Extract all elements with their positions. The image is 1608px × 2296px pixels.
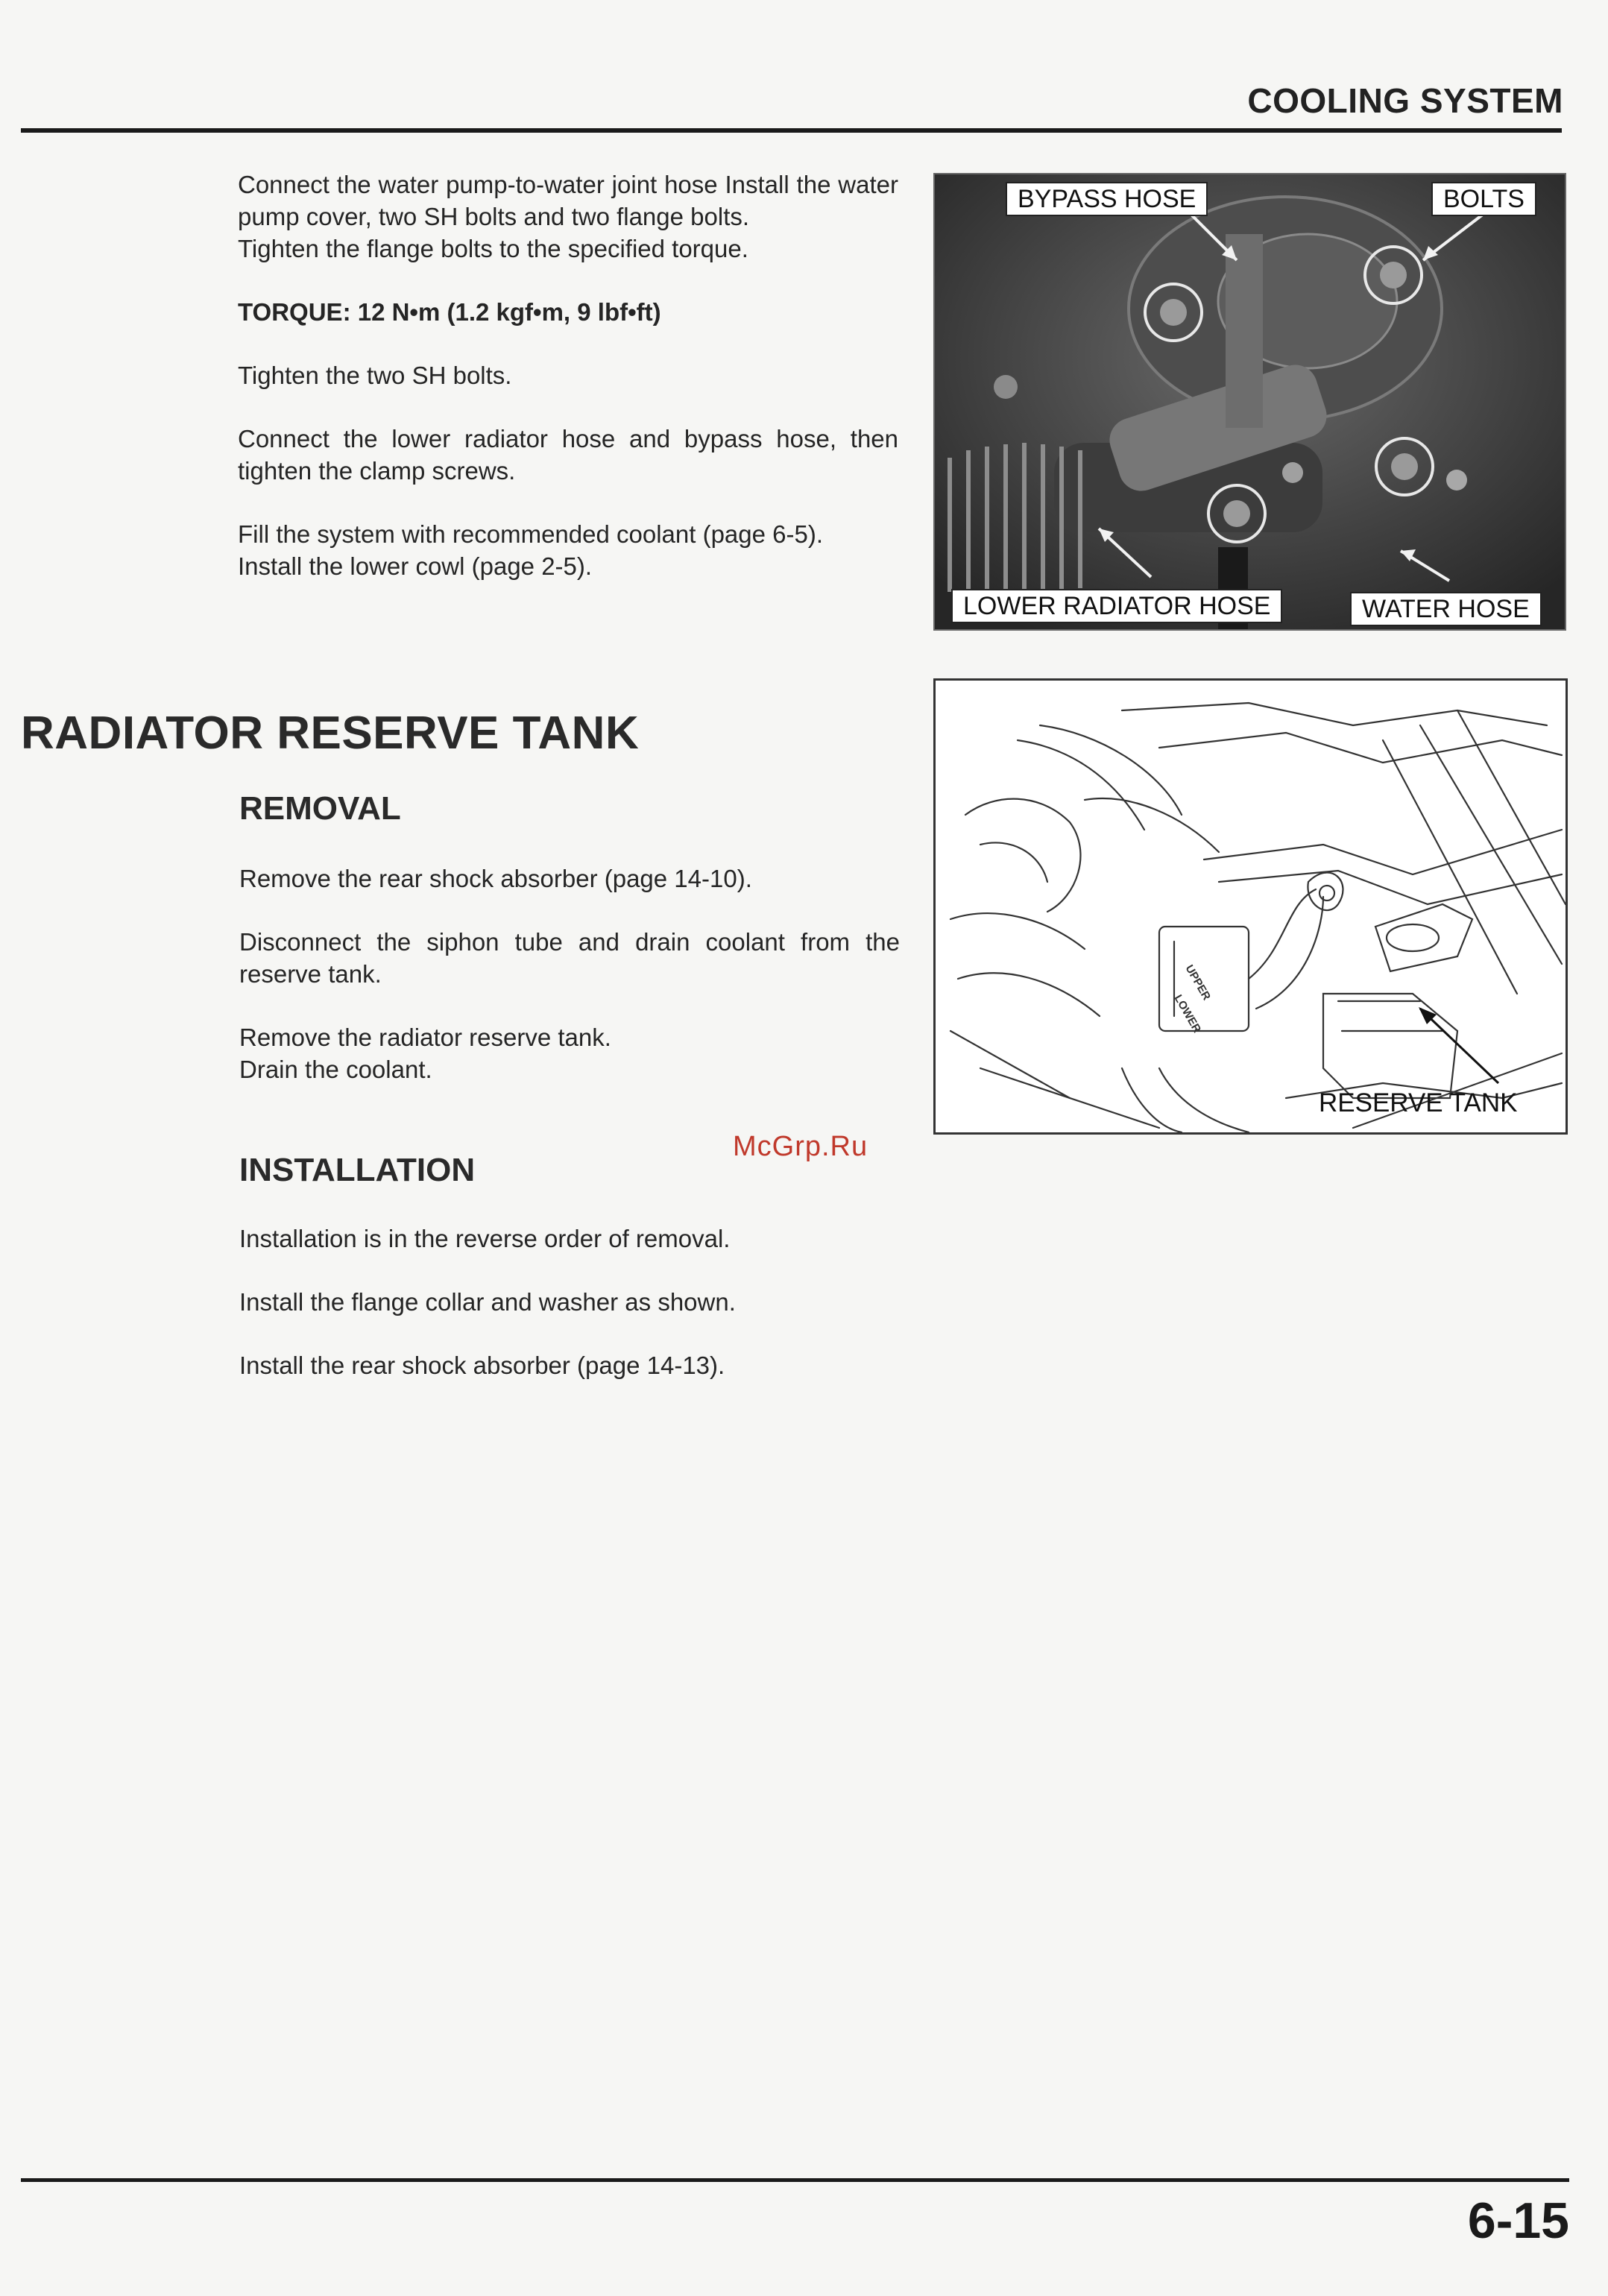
page-header-title: COOLING SYSTEM [1247, 81, 1563, 120]
installation-text-block [239, 1223, 900, 1381]
torque-spec: TORQUE: 12 N•m (1.2 kgf•m, 9 lbf•ft) [238, 298, 661, 326]
removal-step-3b: Drain the coolant. [239, 1056, 432, 1083]
water-pump-photo-illustration [935, 174, 1565, 629]
intro-paragraph-1b: Tighten the flange bolts to the specified torque. [238, 235, 748, 262]
callout-water-hose: WATER HOSE [1350, 592, 1542, 626]
removal-step-3a: Remove the radiator reserve tank. [239, 1024, 611, 1051]
installation-step-2: Install the flange collar and washer as shown. [239, 1288, 736, 1316]
removal-heading: REMOVAL [239, 790, 401, 827]
intro-paragraph-3: Connect the lower radiator hose and bypass hose, then tighten the clamp screws. [238, 425, 898, 485]
removal-step-2: Disconnect the siphon tube and drain coolant from the reserve tank. [239, 928, 900, 988]
water-pump-photo [933, 173, 1566, 631]
reserve-tank-drawing [933, 678, 1568, 1135]
intro-paragraph-4a: Fill the system with recommended coolant (page 6-5). [238, 520, 824, 548]
callout-bolts: BOLTS [1431, 182, 1536, 216]
callout-lower-radiator-hose: LOWER RADIATOR HOSE [951, 589, 1282, 623]
page-number: 6-15 [1467, 2192, 1569, 2249]
section-title: RADIATOR RESERVE TANK [21, 707, 640, 759]
installation-step-3: Install the rear shock absorber (page 14-13). [239, 1352, 725, 1379]
intro-text-block [238, 168, 898, 582]
callout-reserve-tank: RESERVE TANK [1319, 1088, 1518, 1117]
footer-rule [21, 2178, 1569, 2182]
header-rule [21, 128, 1562, 133]
intro-paragraph-1: Connect the water pump-to-water joint hose Install the water pump cover, two SH bolts and two flange bolts. [238, 171, 898, 230]
reserve-tank-line-art [936, 681, 1566, 1132]
installation-step-1: Installation is in the reverse order of removal. [239, 1225, 731, 1252]
removal-step-1: Remove the rear shock absorber (page 14-10). [239, 865, 752, 892]
intro-paragraph-4b: Install the lower cowl (page 2-5). [238, 552, 593, 580]
tank-upper-mark: UPPER [1182, 962, 1214, 1003]
removal-text-block [239, 862, 900, 1085]
callout-bypass-hose: BYPASS HOSE [1006, 182, 1208, 216]
installation-heading: INSTALLATION [239, 1152, 476, 1188]
watermark-text: McGrp.Ru [733, 1131, 868, 1162]
tank-lower-mark: LOWER [1171, 992, 1204, 1035]
intro-paragraph-2: Tighten the two SH bolts. [238, 362, 512, 389]
